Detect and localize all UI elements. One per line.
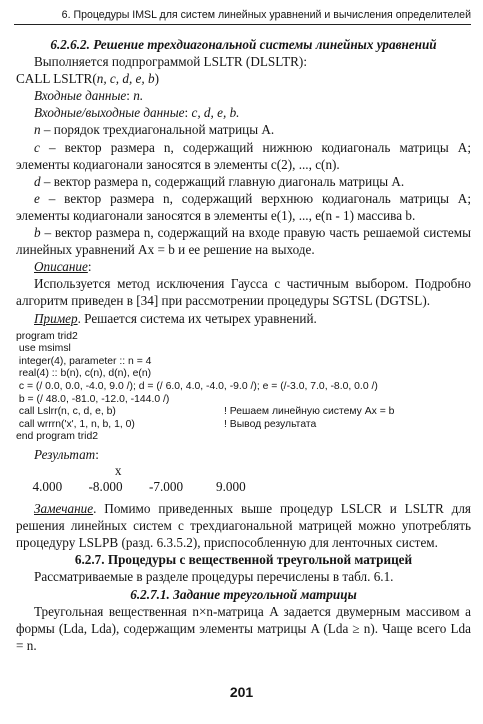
- example-intro: Пример. Решается система их четырех уравнений.: [34, 310, 317, 326]
- param-e: e – вектор размера n, содержащий верхнюю кодиагональ матрицы A; элементы кодиагонали заносятся в элементы e(1), ..., e(n - 1) массива b.: [16, 190, 471, 223]
- param-n: n – порядок трехдиагональной матрицы A.: [34, 122, 275, 138]
- code-line: real(4) :: b(n), c(n), d(n), e(n): [16, 368, 152, 380]
- intro-text: Выполняется подпрограммой LSLTR (DLSLTR):: [34, 54, 307, 70]
- param-d: d – вектор размера n, содержащий главную диагональ матрицы A.: [34, 173, 405, 189]
- running-header: 6. Процедуры IMSL для систем линейных уравнений и вычисления определителей: [14, 6, 471, 25]
- call-signature: CALL LSLTR(n, c, d, e, b): [16, 71, 159, 87]
- section-heading-627: 6.2.7. Процедуры с вещественной треугольной матрицей: [74, 552, 413, 568]
- code-line: program trid2: [16, 330, 78, 342]
- description-label: Описание:: [34, 259, 92, 275]
- code-line: end program trid2: [16, 431, 99, 443]
- page-number: 201: [229, 684, 254, 700]
- param-c: c – вектор размера n, содержащий нижнюю кодиагональ матрицы A; элементы кодиагонали заносятся в элементы c(2), ..., c(n).: [16, 139, 471, 172]
- final-paragraph: Треугольная вещественная n×n-матрица A задается двумерным массивом a формы (Lda, Lda), содержащим элементы матрицы A (Lda ≥ n). Чаще всего Lda = n.: [16, 603, 471, 653]
- param-b: b – вектор размера n, содержащий на входе правую часть решаемой системы линейных уравнений Ax = b и ее решение на выходе.: [16, 225, 471, 258]
- section-title: Решение трехдиагональной системы линейных уравнений: [93, 37, 437, 52]
- code-line: b = (/ 48.0, -81.0, -12.0, -144.0 /): [16, 393, 170, 405]
- code-line: use msimsl: [16, 343, 71, 355]
- code-line: integer(4), parameter :: n = 4: [16, 355, 152, 367]
- description-text: Используется метод исключения Гаусса с частичным выбором. Подробно алгоритм приведен в [34] при рассмотрении процедуры SGTSL (DGTSL).: [16, 276, 471, 309]
- section-heading-6271: 6.2.7.1. Задание треугольной матрицы: [130, 586, 357, 602]
- result-header: x: [16, 463, 122, 479]
- inout-data: Входные/выходные данные: c, d, e, b.: [34, 105, 240, 121]
- code-line: call Lslrr(n, c, d, e, b) ! Решаем линейную систему Ax = b: [16, 406, 395, 418]
- input-data: Входные данные: n.: [34, 88, 144, 104]
- code-line: c = (/ 0.0, 0.0, -4.0, 9.0 /); d = (/ 6.0, 4.0, -4.0, -9.0 /); e = (/-3.0, 7.0, -8.0, 0.0 /): [16, 380, 378, 392]
- code-line: call wrrrn('x', 1, n, b, 1, 0) ! Вывод результата: [16, 418, 317, 430]
- section-number: 6.2.6.2.: [50, 37, 90, 52]
- section-heading-6262: [16, 36, 471, 53]
- section-627-text: Рассматриваемые в разделе процедуры перечислены в табл. 6.1.: [34, 569, 394, 585]
- result-label: Результат:: [34, 446, 99, 462]
- result-values: 4.000 -8.000 -7.000 9.000: [16, 479, 246, 495]
- page-content: [16, 36, 471, 654]
- note-paragraph: Замечание. Помимо приведенных выше процедур LSLCR и LSLTR для решения линейных систем с трехдиагональной матрицей можно употреблять процедуру LSLPB (разд. 6.3.5.2), приспособленную для ленточных систем.: [16, 501, 471, 551]
- code-listing: [16, 331, 471, 444]
